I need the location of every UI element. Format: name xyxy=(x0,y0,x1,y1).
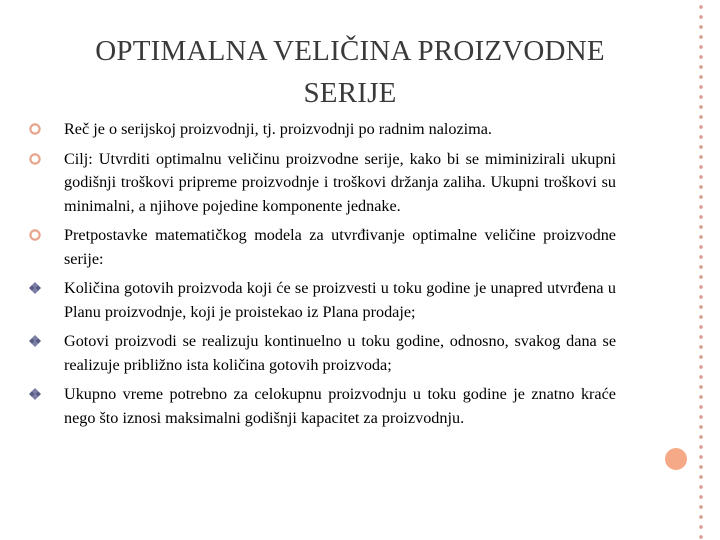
dotted-border-decoration xyxy=(697,0,705,540)
list-item-text: Gotovi proizvodi se realizuju kontinuelno u toku godine, odnosno, svakog dana se realizuje približno ista količina gotovih proizvoda; xyxy=(64,332,616,374)
list-item xyxy=(28,277,616,324)
list-item xyxy=(28,330,616,377)
ring-bullet-icon xyxy=(28,228,42,242)
bullet-list xyxy=(28,118,616,436)
accent-circle-decoration xyxy=(665,448,687,470)
list-item xyxy=(28,148,616,219)
ring-bullet-icon xyxy=(28,152,42,166)
list-item-text: Cilj: Utvrditi optimalnu veličinu proizvodne serije, kako bi se miminizirali ukupni godišnji troškovi pripreme proizvodnje i troškovi držanja zaliha. Ukupni troškovi su minimalni, a njihove pojedine komponente jednake. xyxy=(64,149,616,215)
slide-title xyxy=(40,30,660,114)
title-line-2: SERIJE xyxy=(303,77,397,109)
list-item xyxy=(28,383,616,430)
list-item-text: Pretpostavke matematičkog modela za utvrđivanje optimalne veličine proizvodne serije: xyxy=(64,226,616,268)
diamond-bullet-icon xyxy=(28,334,42,348)
title-line-1: OPTIMALNA VELIČINA PROIZVODNE xyxy=(95,35,605,67)
diamond-bullet-icon xyxy=(28,281,42,295)
list-item-text: Količina gotovih proizvoda koji će se proizvesti u toku godine je unapred utvrđena u Planu proizvodnje, koji je proistekao iz Plana prodaje; xyxy=(64,279,616,321)
diamond-bullet-icon xyxy=(28,387,42,401)
list-item-text: Ukupno vreme potrebno za celokupnu proizvodnju u toku godine je znatno kraće nego što iznosi maksimalni godišnji kapacitet za proizvodnju. xyxy=(64,385,616,427)
ring-bullet-icon xyxy=(28,122,42,136)
list-item xyxy=(28,118,616,142)
list-item-text: Reč je o serijskoj proizvodnji, tj. proizvodnji po radnim nalozima. xyxy=(64,120,492,138)
list-item xyxy=(28,224,616,271)
